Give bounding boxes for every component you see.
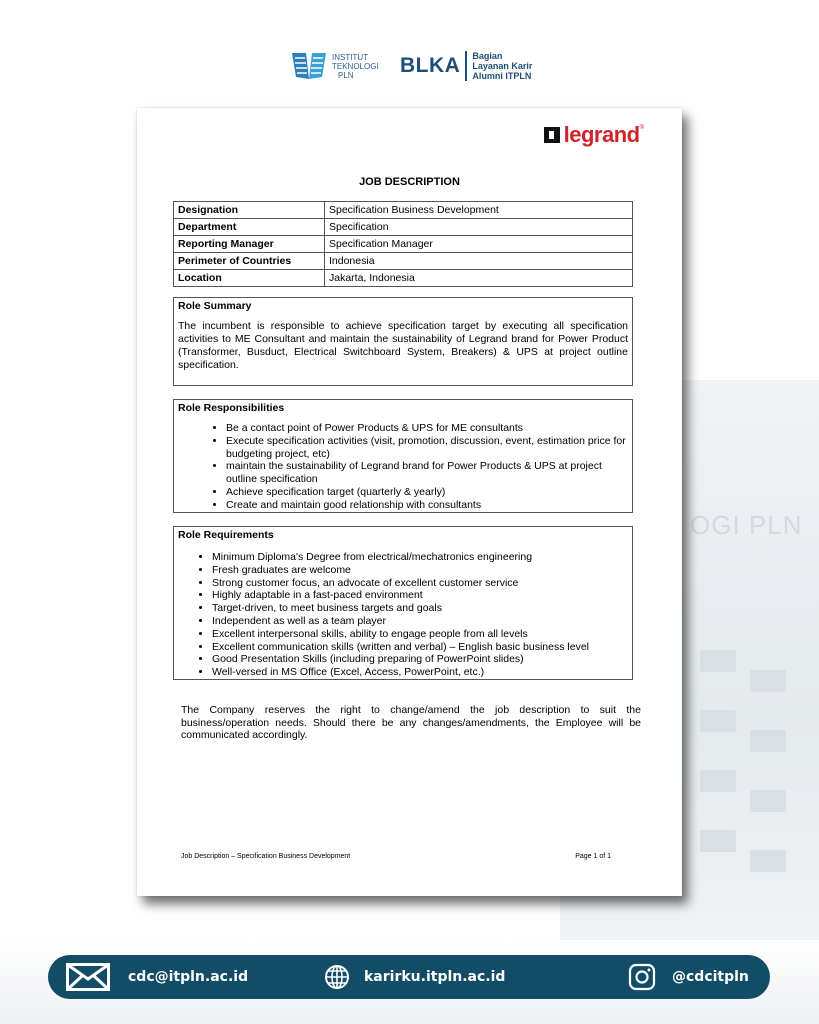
blka-divider — [465, 51, 467, 81]
role-requirements-box — [173, 526, 633, 680]
role-responsibilities-title: Role Responsibilities — [178, 402, 285, 414]
instagram-icon — [628, 963, 656, 991]
itpln-wordmark — [332, 53, 388, 80]
list-item: • Target-driven, to meet business targets and goals — [212, 602, 632, 615]
job-info-table — [173, 201, 633, 287]
contact-website[interactable] — [324, 964, 505, 990]
list-item: • Create and maintain good relationship with consultants — [226, 499, 632, 512]
page-footer — [181, 853, 611, 860]
list-item: • Independent as well as a team player — [212, 615, 632, 628]
blka-line: Alumni ITPLN — [472, 71, 532, 81]
info-key: Designation — [174, 202, 325, 219]
website-text: karirku.itpln.ac.id — [364, 969, 506, 985]
document-page — [137, 108, 682, 896]
info-value: Specification Business Development — [325, 202, 633, 219]
blka-logo: BLKA — [400, 54, 461, 77]
role-summary-title: Role Summary — [178, 300, 252, 312]
background-watermark: OGI PLN — [690, 510, 803, 540]
list-item: • Be a contact point of Power Products & UPS for ME consultants — [226, 422, 632, 435]
email-text: cdc@itpln.ac.id — [128, 969, 249, 985]
table-row — [174, 270, 633, 287]
info-value: Jakarta, Indonesia — [325, 270, 633, 287]
background-window — [750, 850, 786, 872]
blka-line: Layanan Karir — [472, 61, 533, 71]
table-row — [174, 236, 633, 253]
background-window — [750, 670, 786, 692]
background-window — [750, 730, 786, 752]
role-summary-text: The incumbent is responsible to achieve specification target by executing all specification activities to ME Consultant and maintain the sustainability of Legrand brand for Power Product (Transformer, Busduct, Electrical Switchboard System, Breakers) & UPS at project outline specification. — [178, 320, 628, 371]
list-item: • Well-versed in MS Office (Excel, Access, PowerPoint, etc.) — [212, 666, 632, 679]
blka-line: Bagian — [472, 51, 503, 61]
contact-bar — [48, 955, 770, 999]
itpln-logo-icon — [290, 49, 328, 83]
responsibilities-list — [174, 422, 632, 512]
itpln-line: PLN — [338, 70, 354, 80]
list-item: • Excellent communication skills (written and verbal) – English basic business level — [212, 641, 632, 654]
footer-page-number: Page 1 of 1 — [575, 853, 611, 860]
blka-subtitle — [472, 51, 532, 81]
list-item: • Minimum Diploma's Degree from electrical/mechatronics engineering — [212, 551, 632, 564]
list-item: • Excellent interpersonal skills, ability to engage people from all levels — [212, 628, 632, 641]
list-item: • Fresh graduates are welcome — [212, 564, 632, 577]
footer-document-name: Job Description – Specification Business Development — [181, 853, 351, 860]
background-window — [700, 770, 736, 792]
list-item: • maintain the sustainability of Legrand brand for Power Products & UPS at project outline specification — [226, 460, 632, 486]
legrand-registered: ® — [639, 125, 644, 131]
legrand-logo — [544, 122, 644, 148]
list-item: • Highly adaptable in a fast-paced environment — [212, 589, 632, 602]
contact-email[interactable] — [66, 963, 248, 991]
info-key: Department — [174, 219, 325, 236]
legrand-mark-icon — [544, 127, 560, 143]
role-requirements-title: Role Requirements — [178, 529, 274, 541]
contact-instagram[interactable] — [628, 963, 749, 991]
requirements-list — [174, 551, 632, 679]
list-item: • Achieve specification target (quarterly & yearly) — [226, 486, 632, 499]
info-key: Reporting Manager — [174, 236, 325, 253]
background-window — [700, 830, 736, 852]
info-key: Perimeter of Countries — [174, 253, 325, 270]
background-window — [700, 710, 736, 732]
list-item: • Good Presentation Skills (including preparing of PowerPoint slides) — [212, 653, 632, 666]
list-item: • Execute specification activities (visit, promotion, discussion, event, estimation price for budgeting project, etc) — [226, 435, 632, 461]
itpln-line: INSTITUT — [332, 52, 368, 62]
background-window — [700, 650, 736, 672]
globe-icon — [324, 964, 350, 990]
background-window — [750, 790, 786, 812]
info-value: Specification — [325, 219, 633, 236]
disclaimer-text: The Company reserves the right to change/amend the job description to suit the business/operation needs. Should there be any changes/amendments, the Employee will be communicated accordingly. — [181, 704, 641, 741]
list-item: • Strong customer focus, an advocate of excellent customer service — [212, 577, 632, 590]
instagram-text: @cdcitpln — [672, 969, 749, 985]
table-row — [174, 253, 633, 270]
role-summary-box — [173, 297, 633, 386]
document-title: JOB DESCRIPTION — [359, 176, 460, 188]
info-key: Location — [174, 270, 325, 287]
header-logos — [290, 44, 532, 88]
role-responsibilities-box — [173, 399, 633, 513]
info-value: Specification Manager — [325, 236, 633, 253]
legrand-wordmark: legrand — [563, 122, 640, 147]
mail-icon — [66, 963, 110, 991]
table-row — [174, 219, 633, 236]
itpln-line: TEKNOLOGI — [332, 61, 379, 71]
info-value: Indonesia — [325, 253, 633, 270]
table-row — [174, 202, 633, 219]
